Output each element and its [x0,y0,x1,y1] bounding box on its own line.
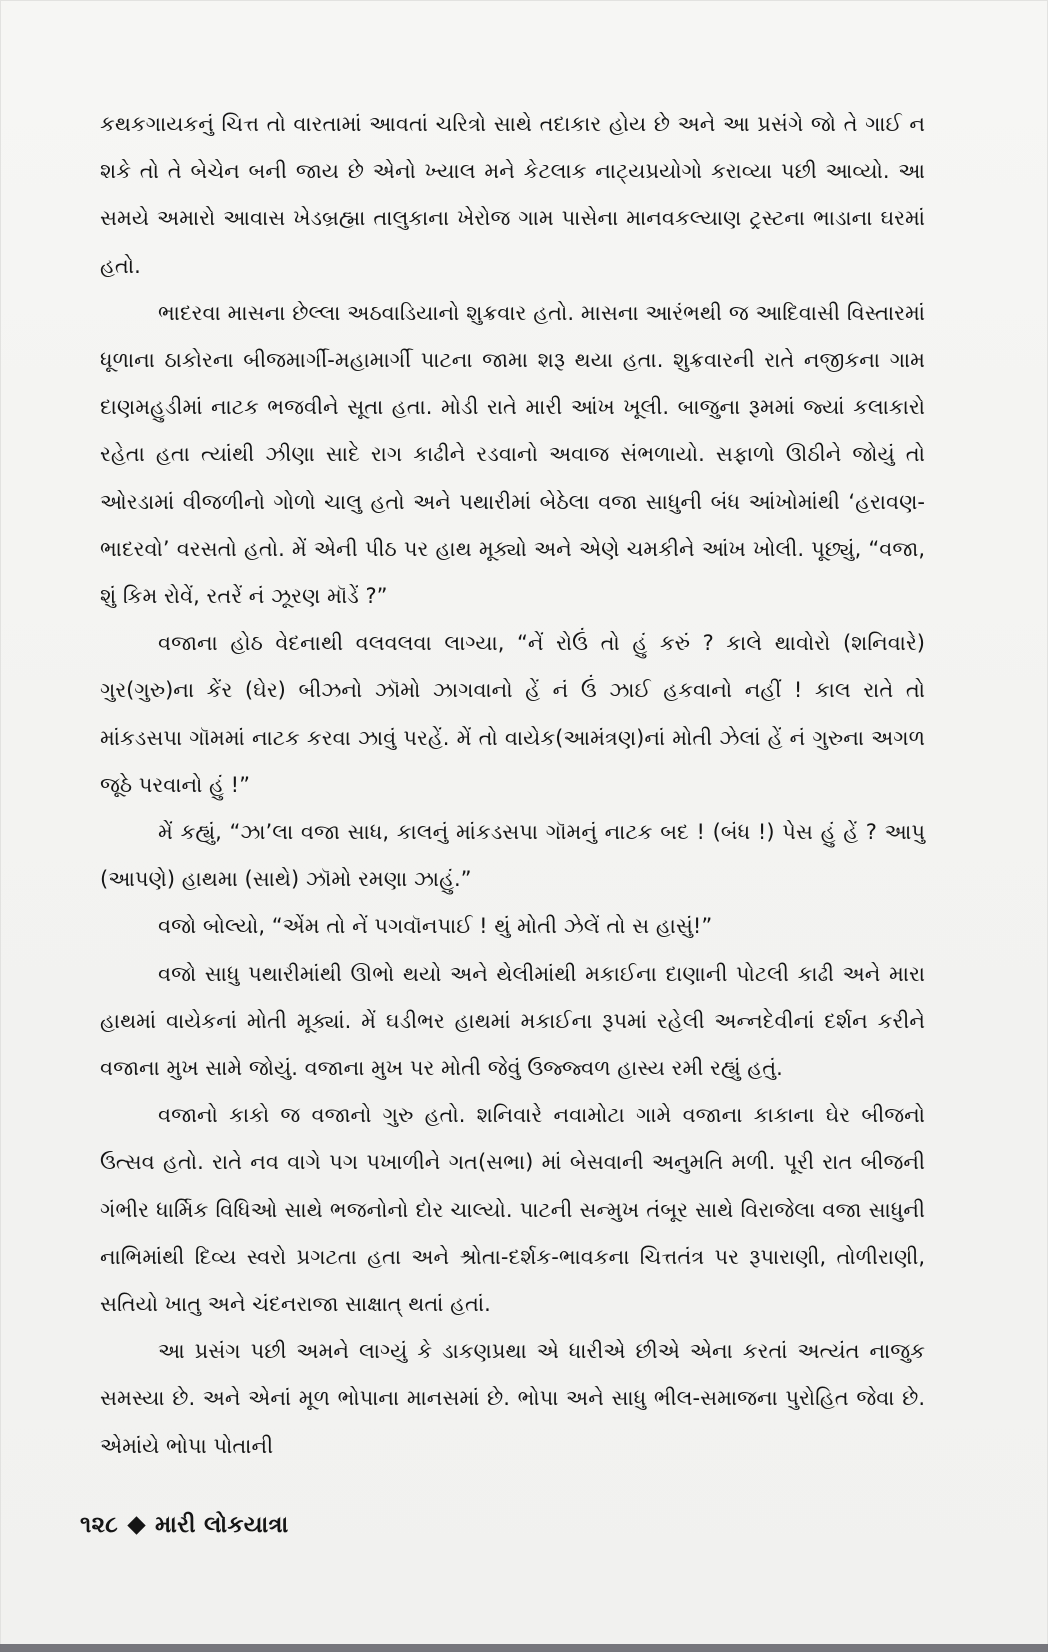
paragraph-5: વજો બોલ્યો, “એંમ તો નેં પગવૉનપાઈ ! થું મોતી ઝેલેં તો સ હાસું!” [158,914,713,939]
paragraph-6: વજો સાધુ પથારીમાંથી ઊભો થયો અને થેલીમાંથી મકાઈના દાણાની પોટલી કાઢી અને મારા હાથમાં વાયેકનાં મોતી મૂક્યાં. મેં ઘડીભર હાથમાં મકાઈના રૂપમાં રહેલી અન્નદેવીનાં દર્શન કરીને વજાના મુખ સામે જોયું. વજાના મુખ પર મોતી જેવું ઉજ્જ્વળ હાસ્ય રમી રહ્યું હતું. [100,961,925,1081]
paragraph-8: આ પ્રસંગ પછી અમને લાગ્યું કે ડાકણપ્રથા એ ધારીએ છીએ એના કરતાં અત્યંત નાજુક સમસ્યા છે. અને એનાં મૂળ ભોપાના માનસમાં છે. ભોપા અને સાધુ ભીલ-સમાજના પુરોહિત જેવા છે. એમાંયે ભોપા પોતાની [100,1339,925,1458]
page-footer [80,1512,288,1538]
paragraph-7: વજાનો કાકો જ વજાનો ગુરુ હતો. શનિવારે નવામોટા ગામે વજાના કાકાના ઘેર બીજનો ઉત્સવ હતો. રાતે નવ વાગે પગ પખાળીને ગત(સભા) માં બેસવાની અનુમતિ મળી. પૂરી રાત બીજની ગંભીર ધાર્મિક વિધિઓ સાથે ભજનોનો દોર ચાલ્યો. પાટની સન્મુખ તંબૂર સાથે વિરાજેલા વજા સાધુની નાભિમાંથી દિવ્ય સ્વરો પ્રગટતા હતા અને શ્રોતા-દર્શક-ભાવકના ચિત્તતંત્ર પર રૂપારાણી, તોળીરાણી, સતિયો ખાતુ અને ચંદનરાજા સાક્ષાત્ થતાં હતાં. [100,1103,925,1317]
paragraph-3: વજાના હોઠ વેદનાથી વલવલવા લાગ્યા, “નેં રોઉં તો હું કરું ? કાલે થાવોરો (શનિવારે) ગુર(ગુરુ)ના કેંર (ઘેર) બીઝનો ઝૉમો ઝાગવાનો હેં નં ઉં ઝાઈ હકવાનો નહીં ! કાલ રાતે તો માંકડસપા ગૉમમાં નાટક કરવા ઝાવું પરહેં. મેં તો વાયેક(આમંત્રણ)નાં મોતી ઝેલાં હેં નં ગુરુના અગળ જૂઠે પરવાનો હું !” [100,631,925,797]
page-body-text [100,101,925,1470]
book-title: મારી લોકયાત્રા [155,1512,289,1538]
paragraph-2: ભાદરવા માસના છેલ્લા અઠવાડિયાનો શુક્રવાર હતો. માસના આરંભથી જ આદિવાસી વિસ્તારમાં ધૂળાના ઠાકોરના બીજમાર્ગી-મહામાર્ગી પાટના જામા શરૂ થયા હતા. શુક્રવારની રાતે નજીકના ગામ દાણમહુડીમાં નાટક ભજવીને સૂતા હતા. મોડી રાતે મારી આંખ ખૂલી. બાજુના રૂમમાં જ્યાં કલાકારો રહેતા હતા ત્યાંથી ઝીણા સાદે રાગ કાઢીને રડવાનો અવાજ સંભળાયો. સફાળો ઊઠીને જોયું તો ઓરડામાં વીજળીનો ગોળો ચાલુ હતો અને પથારીમાં બેઠેલા વજા સાધુની બંધ આંખોમાંથી ‘હરાવણ-ભાદરવો’ વરસતો હતો. મેં એની પીઠ પર હાથ મૂક્યો અને એણે ચમકીને આંખ ખોલી. પૂછ્યું, “વજા, શું કિમ રોવેં, રતરેં નં ઝૂરણ મૉડેં ?” [100,300,925,609]
page-number: ૧૨૮ [80,1512,119,1538]
paragraph-4: મેં કહ્યું, “ઝા’લા વજા સાધ, કાલનું માંકડસપા ગૉમનું નાટક બદ ! (બંધ !) પેસ હું હેં ? આપુ (આપણે) હાથમા (સાથે) ઝૉમો રમણા ઝાહું.” [100,820,925,892]
diamond-icon [127,1516,145,1534]
paragraph-1: કથકગાયકનું ચિત્ત તો વારતામાં આવતાં ચરિત્રો સાથે તદાકાર હોય છે અને આ પ્રસંગે જો તે ગાઈ ન શકે તો તે બેચેન બની જાય છે એનો ખ્યાલ મને કેટલાક નાટ્યપ્રયોગો કરાવ્યા પછી આવ્યો. આ સમયે અમારો આવાસ ખેડબ્રહ્મા તાલુકાના ખેરોજ ગામ પાસેના માનવકલ્યાણ ટ્રસ્ટના ભાડાના ઘરમાં હતો. [100,112,925,278]
